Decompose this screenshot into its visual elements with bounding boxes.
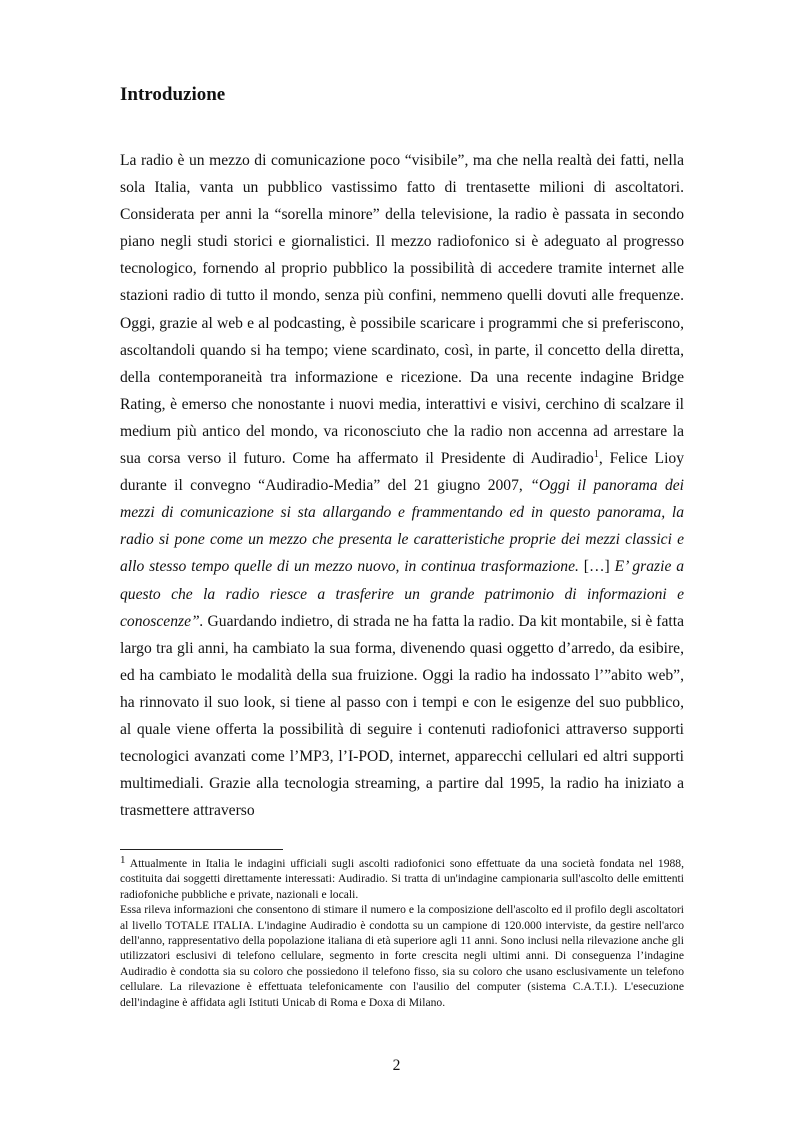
body-paragraph xyxy=(120,147,684,824)
footnote-text-1: Attualmente in Italia le indagini ufficiali sugli ascolti radiofonici sono effettuate da una società fondata nel 1988, costituita dai soggetti direttamente interessati: Audiradio. Si tratta di un'indagine campionaria sull'ascolto delle emittenti radiofoniche pubbliche e private, nazionali e locali. xyxy=(120,857,684,901)
footnote-paragraph-2: Essa rileva informazioni che consentono di stimare il numero e la composizione dell'ascolto ed il profilo degli ascoltatori al livello TOTALE ITALIA. L'indagine Audiradio è condotta su un campione di 120.000 interviste, da gestire nell'arco dell'anno, rappresentativo della popolazione italiana di età superiore agli 11 anni. Sono inclusi nella rilevazione anche gli utilizzatori esclusivi di telefono cellulare, segmento in forte crescita negli ultimi anni. Di conseguenza l’indagine Audiradio è condotta sia su coloro che possiedono il telefono fisso, sia su coloro che usano esclusivamente un telefono cellulare. La rilevazione è effettuata telefonicamente con l'ausilio del computer (sistema C.A.T.I.). L'esecuzione dell'indagine è affidata agli Istituti Unicab di Roma e Doxa di Milano. xyxy=(120,903,684,1009)
body-text-part-2: , Felice Lioy durante il convegno “Audiradio-Media” del 21 giugno 2007, xyxy=(120,450,685,495)
quote-ellipsis: […] xyxy=(578,558,615,576)
footnote-reference[interactable]: 1 xyxy=(593,449,599,461)
quote-part-2: E’ grazie a questo che la radio riesce a trasferire un grande patrimonio di informazioni e conoscenze”. xyxy=(120,558,684,630)
footnote-paragraph-1 xyxy=(120,856,684,902)
page-number: 2 xyxy=(392,1057,401,1074)
body-text-part-3: Guardando indietro, di strada ne ha fatta la radio. Da kit montabile, si è fatta largo tra gli anni, ha cambiato la sua forma, divenendo quasi oggetto d’arredo, da esibire, ed ha cambiato le modalità della sua fruizione. Oggi la radio ha indossato l’”abito web”, ha rinnovato il suo look, si tiene al passo con i tempi e con le esigenze del suo pubblico, al quale viene offerta la possibilità di seguire i contenuti radiofonici attraverso supporti tecnologici avanzati come l’MP3, l’I-POD, internet, apparecchi cellulari ed altri supporti multimediali. Grazie alla tecnologia streaming, a partire dal 1995, la radio ha iniziato a trasmettere attraverso xyxy=(120,612,684,820)
quote-part-1: “Oggi il panorama dei mezzi di comunicazione si sta allargando e frammentando ed in questo panorama, la radio si pone come un mezzo che presenta le caratteristiche proprie dei mezzi classici e allo stesso tempo quelle di un mezzo nuovo, in continua trasformazione. xyxy=(120,477,684,576)
page-title: Introduzione xyxy=(120,84,226,105)
footnote xyxy=(120,856,684,1010)
footnote-marker: 1 xyxy=(120,854,126,866)
footnote-separator xyxy=(120,849,283,850)
body-text-part-1: La radio è un mezzo di comunicazione poco “visibile”, ma che nella realtà dei fatti, nella sola Italia, vanta un pubblico vastissimo fatto di trentasette milioni di ascoltatori. Considerata per anni la “sorella minore” della televisione, la radio è passata in secondo piano negli studi storici e giornalistici. Il mezzo radiofonico si è adeguato al progresso tecnologico, fornendo al proprio pubblico la possibilità di accedere tramite internet alle stazioni radio di tutto il mondo, senza più confini, nemmeno quelli dovuti alle frequenze. Oggi, grazie al web e al podcasting, è possibile scaricare i programmi che si preferiscono, ascoltandoli quando si ha tempo; viene scardinato, così, in parte, il concetto della diretta, della contemporaneità tra informazione e ricezione. Da una recente indagine Bridge Rating, è emerso che nonostante i nuovi media, interattivi e visivi, cerchino di scalzare il medium più antico del mondo, va riconosciuto che la radio non accenna ad arrestare la sua corsa verso il futuro. Come ha affermato il Presidente di Audiradio xyxy=(120,152,684,468)
